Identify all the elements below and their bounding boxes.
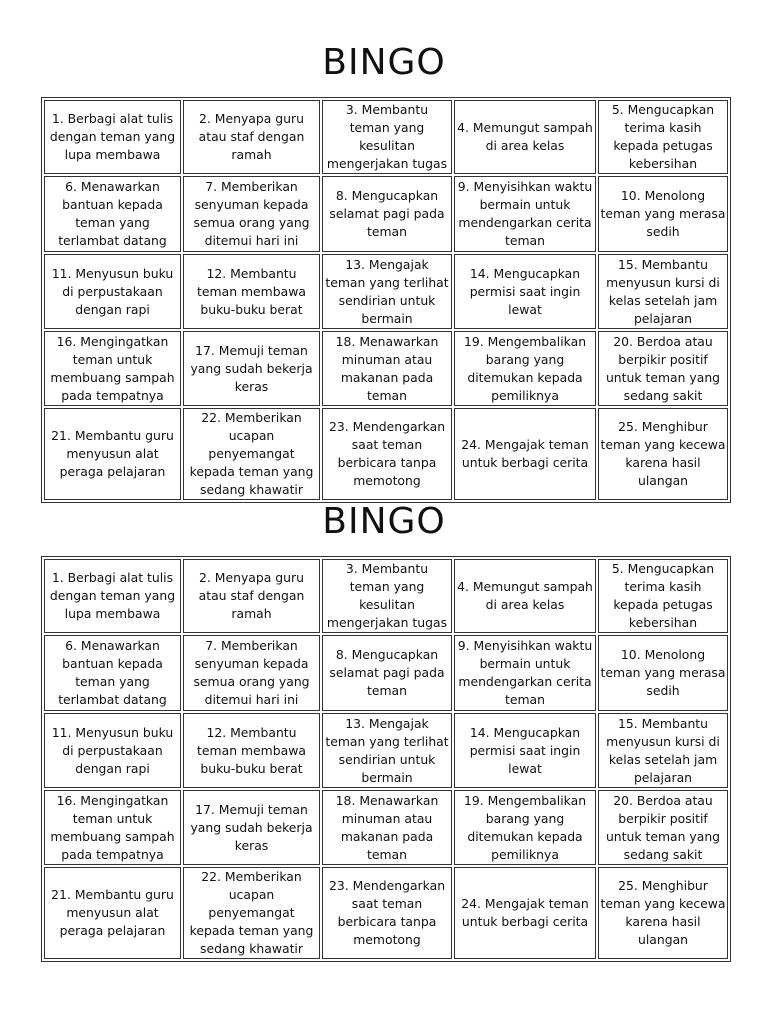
bingo-cell: 22. Memberikan ucapan penyemangat kepada teman yang sedang khawatir (183, 408, 320, 500)
bingo-title: BINGO (322, 42, 446, 83)
bingo-cell: 7. Memberikan senyuman kepada semua orang yang ditemui hari ini (183, 176, 320, 252)
bingo-cell: 12. Membantu teman membawa buku-buku berat (183, 254, 320, 329)
bingo-row (44, 254, 728, 329)
bingo-row (44, 559, 728, 633)
bingo-cell: 13. Mengajak teman yang terlihat sendirian untuk bermain (322, 254, 452, 329)
bingo-cell: 1. Berbagi alat tulis dengan teman yang lupa membawa (44, 559, 181, 633)
bingo-cell: 11. Menyusun buku di perpustakaan dengan rapi (44, 254, 181, 329)
bingo-cell: 17. Memuji teman yang sudah bekerja keras (183, 790, 320, 865)
bingo-cell: 9. Menyisihkan waktu bermain untuk mendengarkan cerita teman (454, 635, 596, 711)
bingo-row (44, 408, 728, 500)
bingo-cell: 12. Membantu teman membawa buku-buku berat (183, 713, 320, 788)
bingo-cell: 20. Berdoa atau berpikir positif untuk teman yang sedang sakit (598, 790, 728, 865)
bingo-row (44, 176, 728, 252)
bingo-row (44, 713, 728, 788)
bingo-grid (41, 97, 731, 503)
bingo-card-2 (41, 499, 727, 962)
bingo-cell: 18. Menawarkan minuman atau makanan pada teman (322, 331, 452, 406)
bingo-cell: 18. Menawarkan minuman atau makanan pada teman (322, 790, 452, 865)
bingo-cell: 4. Memungut sampah di area kelas (454, 559, 596, 633)
bingo-cell: 16. Mengingatkan teman untuk membuang sampah pada tempatnya (44, 331, 181, 406)
bingo-cell: 24. Mengajak teman untuk berbagi cerita (454, 408, 596, 500)
bingo-cell: 9. Menyisihkan waktu bermain untuk mendengarkan cerita teman (454, 176, 596, 252)
bingo-cell: 19. Mengembalikan barang yang ditemukan kepada pemiliknya (454, 331, 596, 406)
bingo-cell: 15. Membantu menyusun kursi di kelas setelah jam pelajaran (598, 713, 728, 788)
bingo-cell: 19. Mengembalikan barang yang ditemukan kepada pemiliknya (454, 790, 596, 865)
bingo-cell: 17. Memuji teman yang sudah bekerja keras (183, 331, 320, 406)
bingo-cell: 1. Berbagi alat tulis dengan teman yang lupa membawa (44, 100, 181, 174)
bingo-grid (41, 556, 731, 962)
bingo-cell: 14. Mengucapkan permisi saat ingin lewat (454, 713, 596, 788)
bingo-cell: 11. Menyusun buku di perpustakaan dengan rapi (44, 713, 181, 788)
bingo-cell: 2. Menyapa guru atau staf dengan ramah (183, 559, 320, 633)
bingo-cell: 6. Menawarkan bantuan kepada teman yang terlambat datang (44, 176, 181, 252)
bingo-cell: 13. Mengajak teman yang terlihat sendirian untuk bermain (322, 713, 452, 788)
bingo-cell: 10. Menolong teman yang merasa sedih (598, 176, 728, 252)
bingo-cell: 25. Menghibur teman yang kecewa karena hasil ulangan (598, 408, 728, 500)
bingo-cell: 3. Membantu teman yang kesulitan mengerjakan tugas (322, 559, 452, 633)
bingo-cell: 8. Mengucapkan selamat pagi pada teman (322, 176, 452, 252)
bingo-cell: 21. Membantu guru menyusun alat peraga pelajaran (44, 867, 181, 959)
bingo-cell: 8. Mengucapkan selamat pagi pada teman (322, 635, 452, 711)
bingo-cell: 7. Memberikan senyuman kepada semua orang yang ditemui hari ini (183, 635, 320, 711)
bingo-row (44, 790, 728, 865)
bingo-cell: 10. Menolong teman yang merasa sedih (598, 635, 728, 711)
bingo-cell: 5. Mengucapkan terima kasih kepada petugas kebersihan (598, 559, 728, 633)
bingo-row (44, 867, 728, 959)
bingo-cell: 23. Mendengarkan saat teman berbicara tanpa memotong (322, 867, 452, 959)
bingo-cell: 22. Memberikan ucapan penyemangat kepada teman yang sedang khawatir (183, 867, 320, 959)
bingo-cell: 2. Menyapa guru atau staf dengan ramah (183, 100, 320, 174)
bingo-cell: 24. Mengajak teman untuk berbagi cerita (454, 867, 596, 959)
bingo-cell: 20. Berdoa atau berpikir positif untuk teman yang sedang sakit (598, 331, 728, 406)
bingo-cell: 6. Menawarkan bantuan kepada teman yang terlambat datang (44, 635, 181, 711)
bingo-cell: 21. Membantu guru menyusun alat peraga pelajaran (44, 408, 181, 500)
bingo-cell: 14. Mengucapkan permisi saat ingin lewat (454, 254, 596, 329)
bingo-cell: 16. Mengingatkan teman untuk membuang sampah pada tempatnya (44, 790, 181, 865)
bingo-row (44, 331, 728, 406)
bingo-row (44, 100, 728, 174)
bingo-cell: 23. Mendengarkan saat teman berbicara tanpa memotong (322, 408, 452, 500)
bingo-cell: 4. Memungut sampah di area kelas (454, 100, 596, 174)
bingo-cell: 15. Membantu menyusun kursi di kelas setelah jam pelajaran (598, 254, 728, 329)
bingo-card-1 (41, 40, 727, 503)
bingo-cell: 5. Mengucapkan terima kasih kepada petugas kebersihan (598, 100, 728, 174)
bingo-row (44, 635, 728, 711)
bingo-cell: 25. Menghibur teman yang kecewa karena hasil ulangan (598, 867, 728, 959)
bingo-title: BINGO (322, 501, 446, 542)
bingo-cell: 3. Membantu teman yang kesulitan mengerjakan tugas (322, 100, 452, 174)
